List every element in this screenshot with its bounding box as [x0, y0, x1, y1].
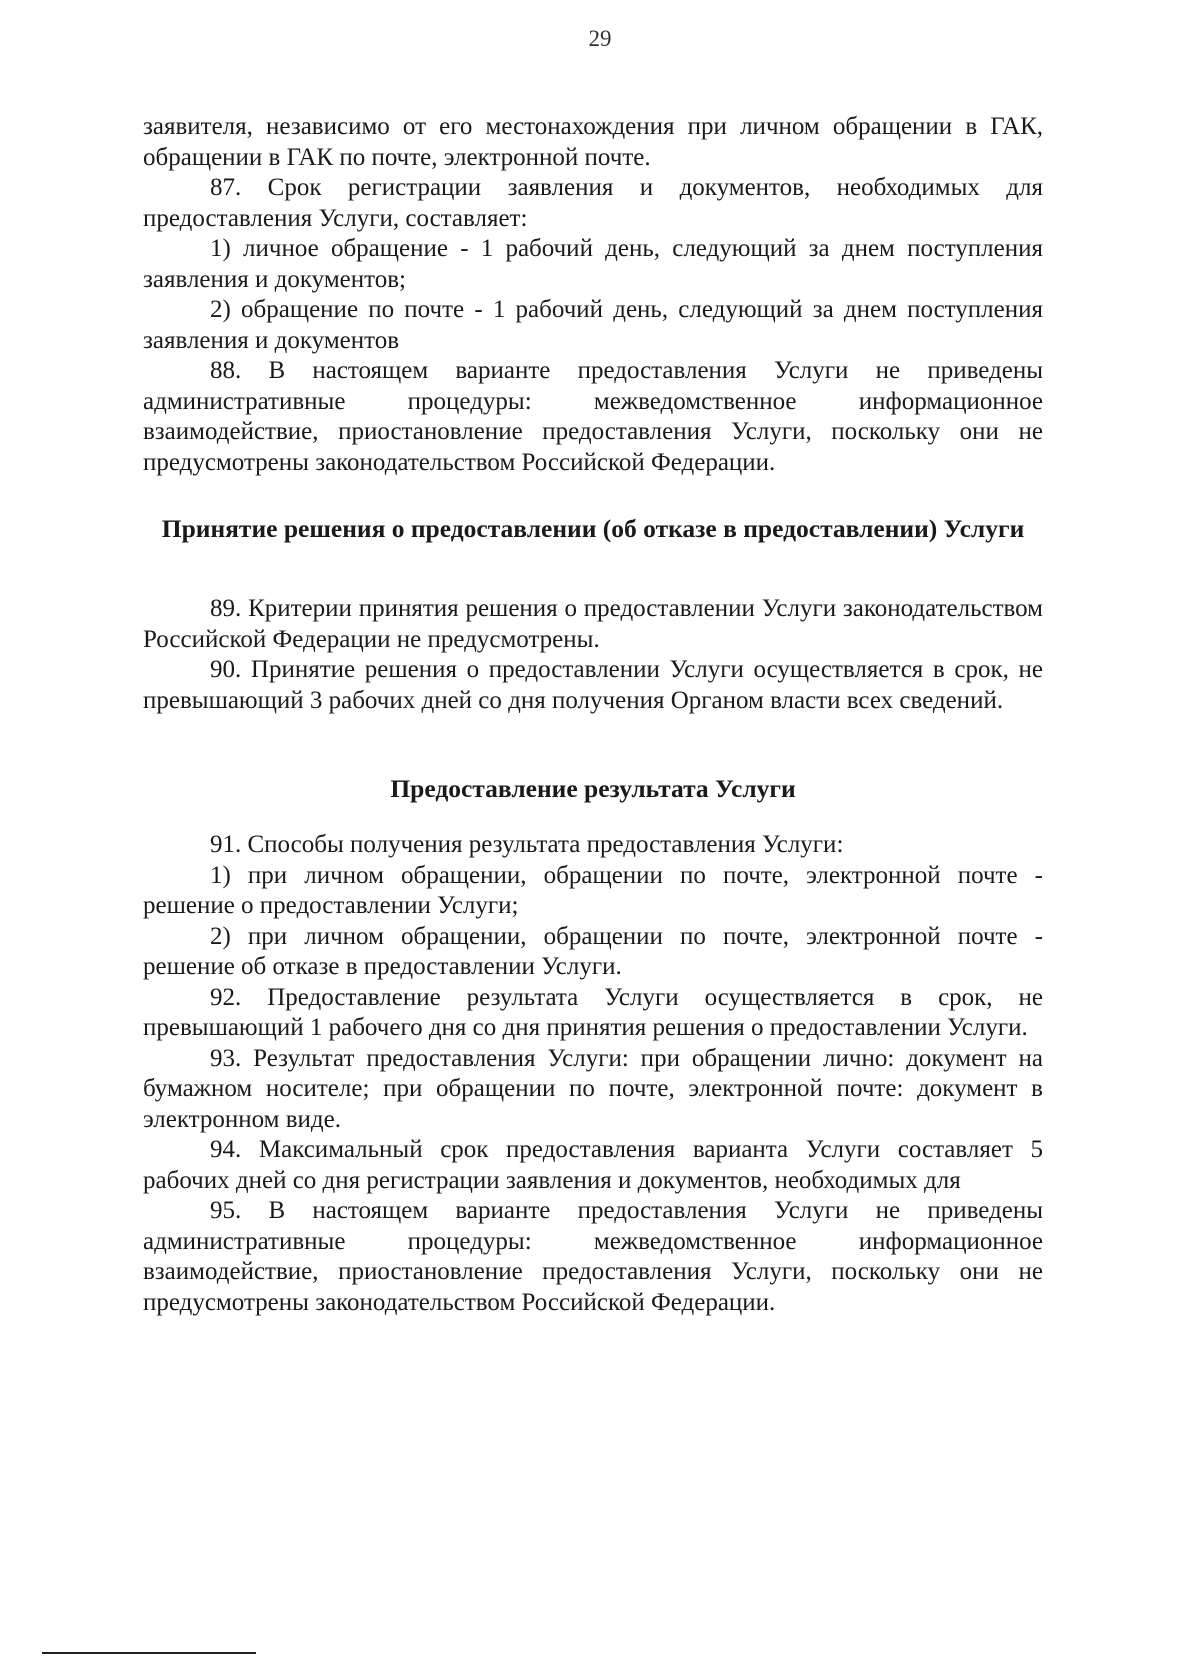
paragraph-91-item-2: 2) при личном обращении, обращении по почте, электронной почте - решение об отказе в предоставлении Услуги. [143, 922, 1043, 980]
footer-rule [42, 1652, 256, 1654]
paragraph-92: 92. Предоставление результата Услуги осуществляется в срок, не превышающий 1 рабочего дня со дня принятия решения о предоставлении Услуги. [143, 983, 1043, 1041]
paragraph-95: 95. В настоящем варианте предоставления Услуги не приведены административные процедуры: межведомственное информационное взаимодействие, приостановление предоставления Услуги, поскольку они не предусмотрены законодательством Российской Федерации. [143, 1197, 1043, 1316]
paragraph-continuation: заявителя, независимо от его местонахождения при личном обращении в ГАК, обращении в ГАК по почте, электронной почте. [143, 113, 1043, 171]
paragraph-88: 88. В настоящем варианте предоставления Услуги не приведены административные процедуры: межведомственное информационное взаимодействие, приостановление предоставления Услуги, поскольку они не предусмотрены законодательством Российской Федерации. [143, 357, 1043, 476]
section-heading-decision: Принятие решения о предоставлении (об отказе в предоставлении) Услуги [161, 514, 1025, 543]
page-number: 29 [588, 26, 612, 51]
paragraph-91: 91. Способы получения результата предоставления Услуги: [210, 831, 844, 858]
section-heading-result: Предоставление результата Услуги [390, 774, 796, 803]
paragraph-87-item-1: 1) личное обращение - 1 рабочий день, следующий за днем поступления заявления и документов; [143, 235, 1043, 293]
paragraph-93: 93. Результат предоставления Услуги: при обращении лично: документ на бумажном носителе; при обращении по почте, электронной почте: документ в электронном виде. [143, 1044, 1043, 1133]
paragraph-87: 87. Срок регистрации заявления и документов, необходимых для предоставления Услуги, составляет: [143, 174, 1043, 232]
paragraph-89: 89. Критерии принятия решения о предоставлении Услуги законодательством Российской Федерации не предусмотрены. [143, 595, 1043, 653]
paragraph-87-item-2: 2) обращение по почте - 1 рабочий день, следующий за днем поступления заявления и документов [143, 296, 1043, 354]
paragraph-90: 90. Принятие решения о предоставлении Услуги осуществляется в срок, не превышающий 3 рабочих дней со дня получения Органом власти всех сведений. [143, 656, 1043, 714]
paragraph-91-item-1: 1) при личном обращении, обращении по почте, электронной почте - решение о предоставлении Услуги; [143, 861, 1043, 919]
paragraph-94: 94. Максимальный срок предоставления варианта Услуги составляет 5 рабочих дней со дня регистрации заявления и документов, необходимых для [143, 1136, 1043, 1194]
document-body [143, 112, 1043, 1318]
